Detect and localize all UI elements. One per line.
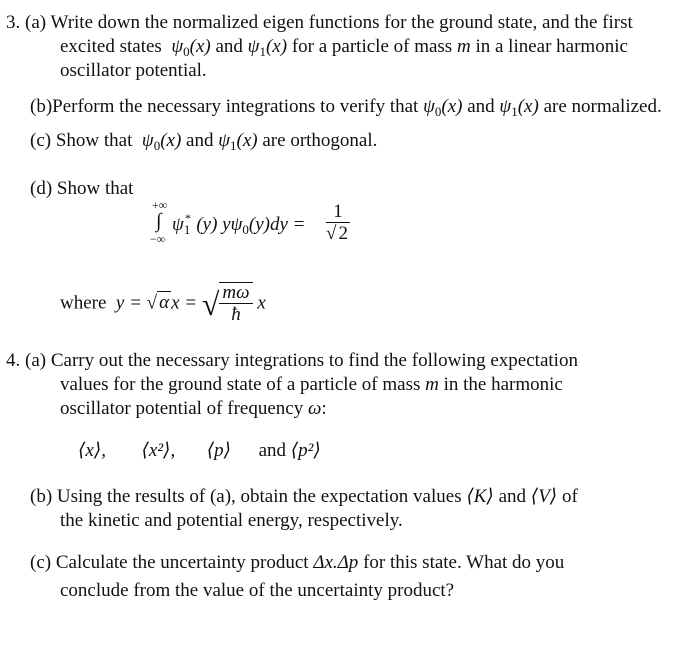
integral-upper-limit: +∞: [152, 198, 168, 212]
integral-lower-limit: −∞: [150, 232, 166, 246]
q4-part-a-line-2: values for the ground state of a particle of mass m in the harmonic: [60, 374, 563, 395]
q3-part-b: (b)Perform the necessary integrations to verify that $\psi_0(x)$ and $\psi_1(x)$ are normalized.: [30, 96, 662, 119]
q4-part-b-line-2: the kinetic and potential energy, respectively.: [60, 510, 403, 531]
integral-result-fraction: $\frac{1}{√ 2}$: [326, 201, 348, 244]
q4-part-a-line-3: oscillator potential of frequency ω:: [60, 398, 327, 419]
integral-equation: [150, 198, 370, 254]
q4-part-c-line-2: conclude from the value of the uncertainty product?: [60, 580, 455, 601]
q4-part-c-line-1: (c) Calculate the uncertainty product Δx.Δp for this state. What do you: [30, 552, 565, 573]
q3-number: 3.: [6, 12, 21, 33]
q4-part-a-line-1: 4. (a) Carry out the necessary integrations to find the following expectation: [6, 350, 578, 371]
q3-a-label: (a): [25, 12, 47, 33]
q4-expectation-values: ⟨x⟩, ⟨x²⟩, ⟨p⟩ and ⟨p²⟩: [78, 440, 321, 461]
q3-part-a-line-2: excited states $\psi_0(x)$ and $\psi_1(x)$ for a particle of mass m in a linear harmonic: [60, 36, 628, 59]
sqrt-m-omega-over-hbar: √ $\frac{m\omega}{ħ}$: [202, 282, 253, 326]
q3-part-a-line-3: oscillator potential.: [60, 60, 207, 81]
q4-number: 4.: [6, 350, 21, 371]
q3-part-d: (d) Show that: [30, 178, 134, 199]
q3-where-line: where y = √ α x = √ $\frac{m\omega}{ħ}$ x: [60, 282, 266, 325]
q4-part-b-line-1: (b) Using the results of (a), obtain the expectation values ⟨K⟩ and ⟨V⟩ of: [30, 486, 578, 507]
q3-a-text-1: Write down the normalized eigen functions for the ground state, and the first: [50, 12, 633, 33]
integrand: $\psi_1^*$ (y) $y\psi_0(y)dy$ =: [172, 211, 306, 237]
q3-part-a-line-1: [6, 12, 633, 34]
integral-sign: ∫: [156, 210, 162, 232]
q3-part-c: (c) Show that $\psi_0(x)$ and $\psi_1(x)$ are orthogonal.: [30, 130, 378, 153]
